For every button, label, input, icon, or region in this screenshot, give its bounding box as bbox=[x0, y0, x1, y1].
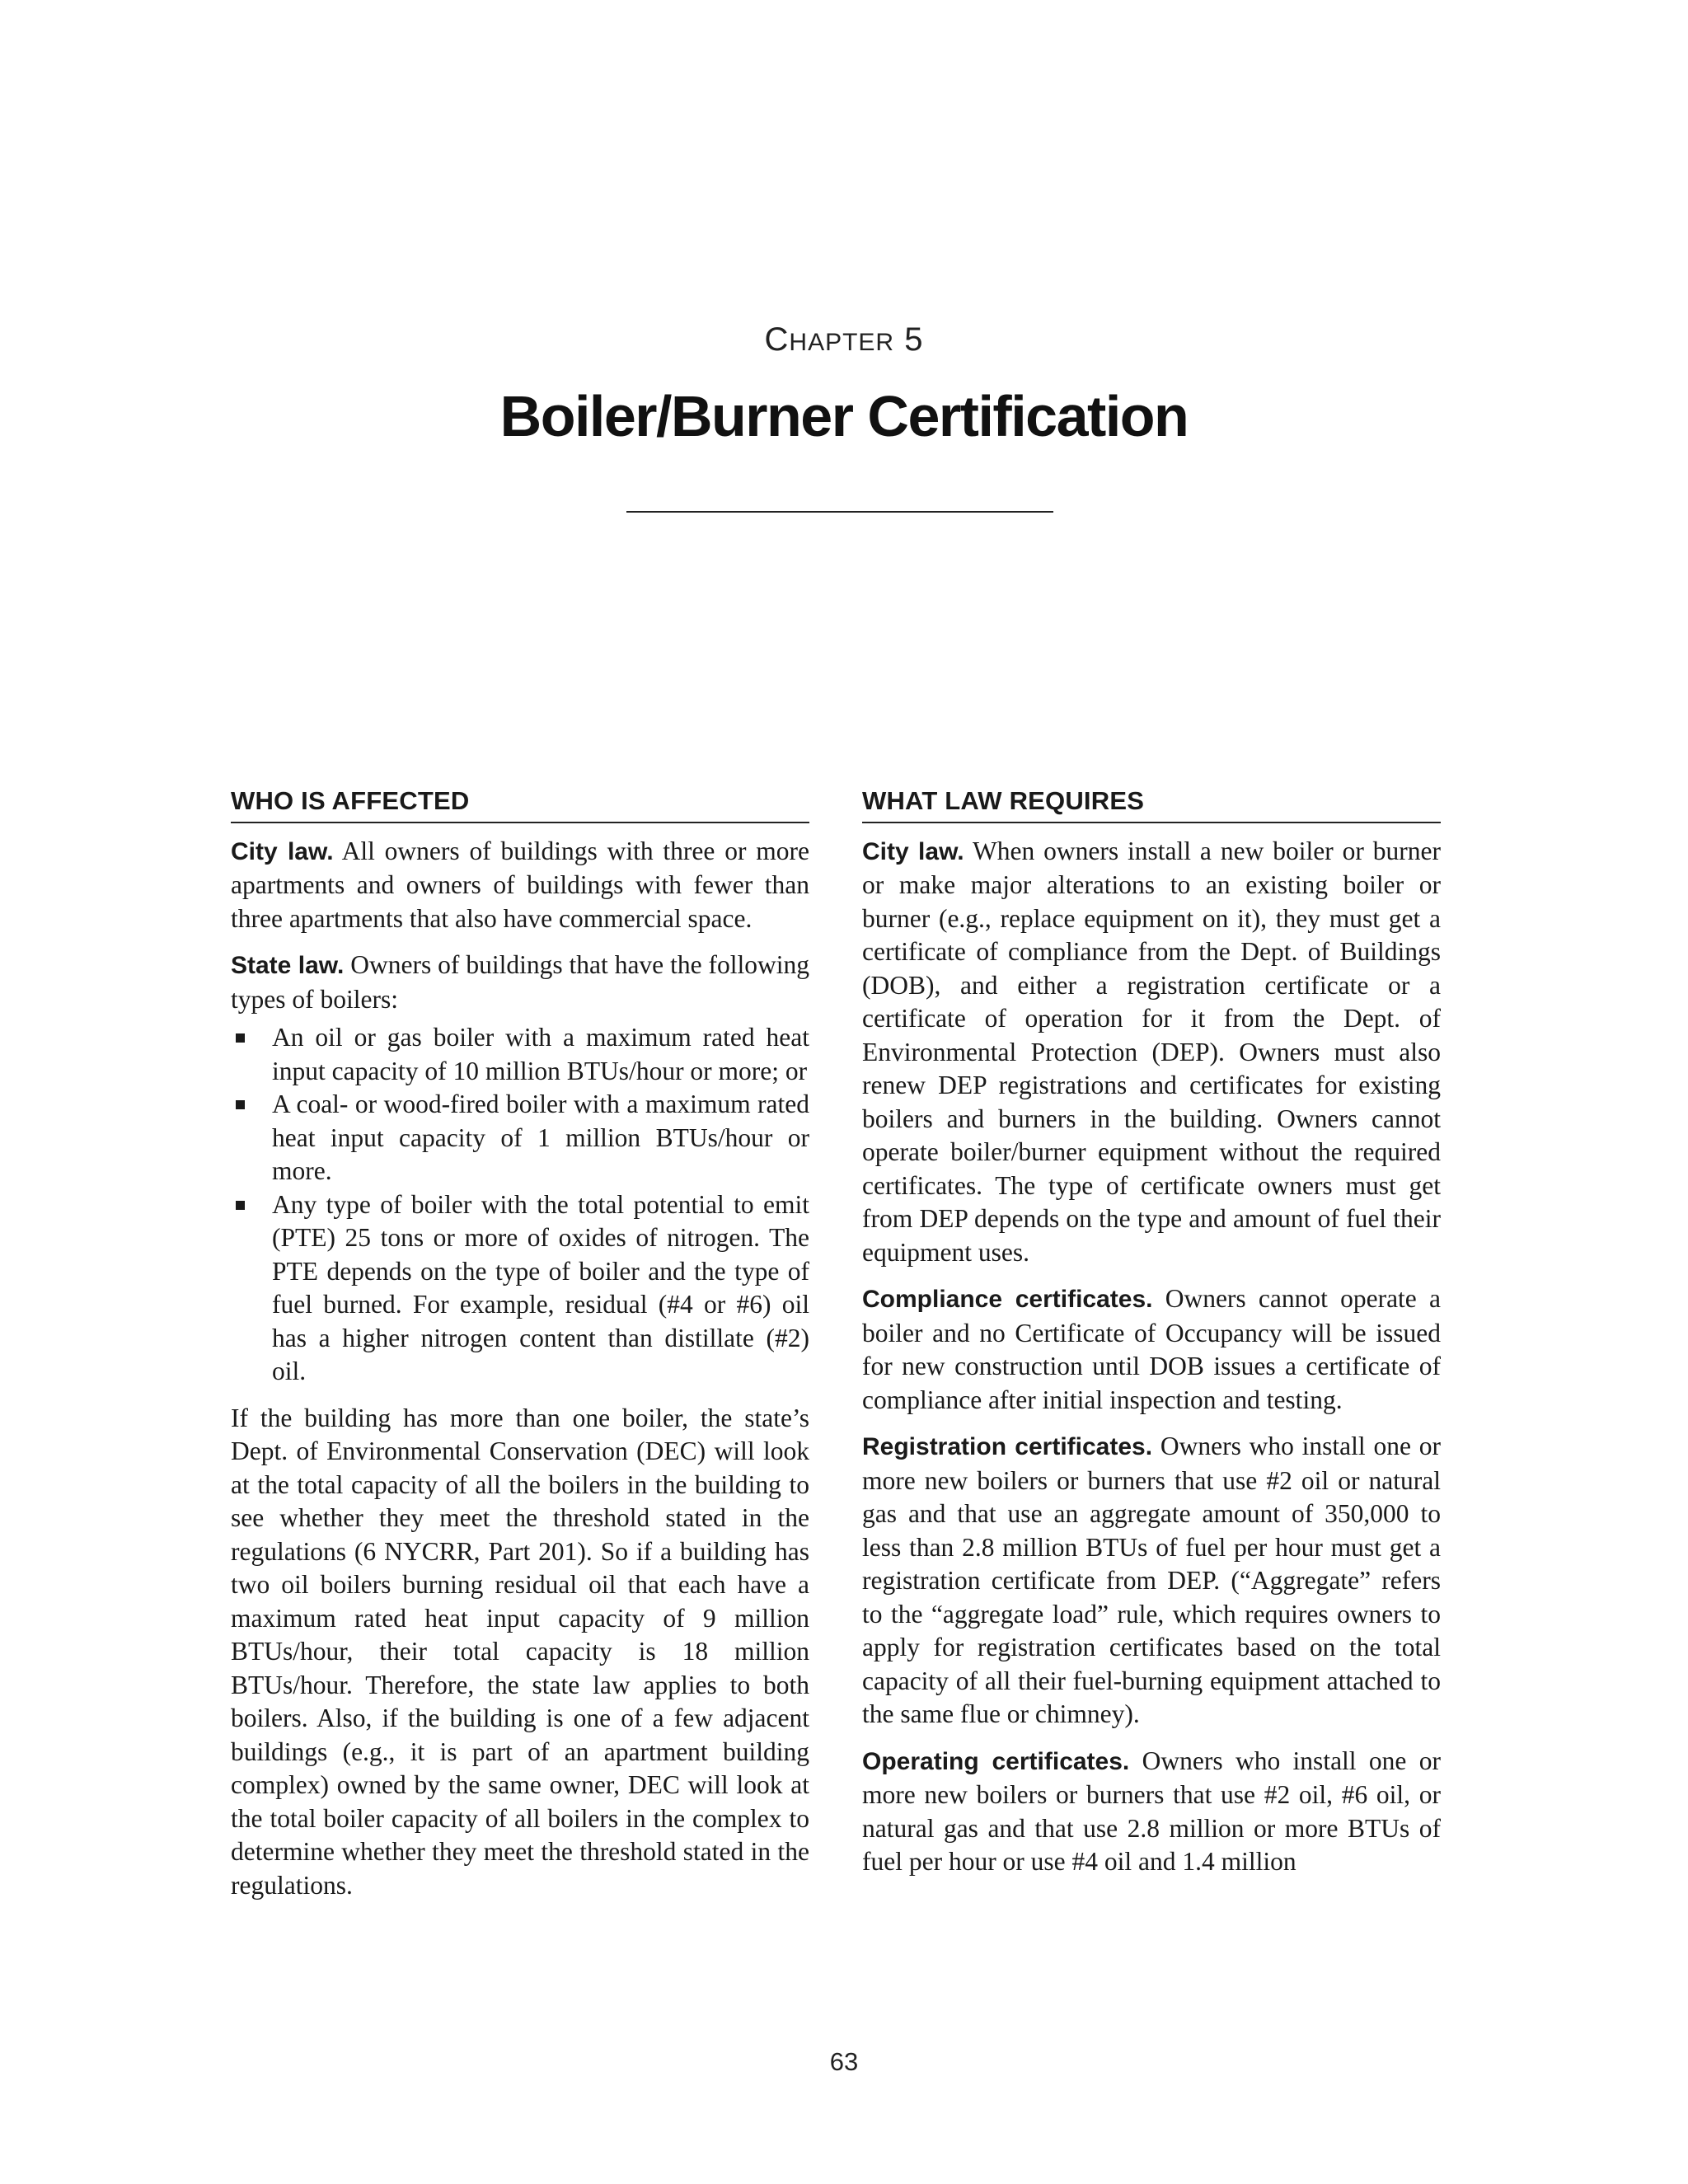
boiler-type-list bbox=[231, 1021, 809, 1389]
registration-certificates-text: Owners who install one or more new boilers or burners that use #2 oil or natural gas and that use an aggregate amount of 350,000 to less than 2.8 million BTUs of fuel per hour must get a registration certificate from DEP. (“Aggregate” refers to the “aggregate load” rule, which requires owners to apply for registration certificates based on the total capacity of all their fuel-burning equipment attached to the same flue or chimney). bbox=[862, 1432, 1441, 1728]
chapter-label-initial: C bbox=[764, 321, 790, 358]
list-item-text: An oil or gas boiler with a maximum rated heat input capacity of 10 million BTUs/hour or more; or bbox=[272, 1023, 809, 1085]
city-law-requirements-paragraph bbox=[862, 835, 1441, 1270]
bullet-square-icon bbox=[236, 1100, 245, 1109]
city-law-paragraph bbox=[231, 835, 809, 936]
section-heading-what-law-requires: WHAT LAW REQUIRES bbox=[862, 785, 1441, 823]
registration-certificates-lead: Registration certificates. bbox=[862, 1433, 1153, 1460]
city-law-text: All owners of buildings with three or more apartments and owners of buildings with fewer than three apartments that also have commercial space. bbox=[231, 836, 809, 933]
chapter-title: Boiler/Burner Certification bbox=[499, 384, 1189, 448]
list-item-text: A coal- or wood-fired boiler with a maximum rated heat input capacity of 1 million BTUs/hour or more. bbox=[272, 1090, 809, 1185]
section-heading-who-is-affected: WHO IS AFFECTED bbox=[231, 785, 809, 823]
state-law-lead: State law. bbox=[231, 952, 345, 979]
state-law-paragraph bbox=[231, 949, 809, 1016]
state-law-text: Owners of buildings that have the following types of boilers: bbox=[231, 950, 809, 1014]
compliance-certificates-text: Owners cannot operate a boiler and no Certificate of Occupancy will be issued for new construction until DOB issues a certificate of compliance after initial inspection and testing. bbox=[862, 1284, 1441, 1414]
compliance-certificates-lead: Compliance certificates. bbox=[862, 1286, 1153, 1313]
city-law-lead: City law. bbox=[231, 837, 334, 865]
bullet-square-icon bbox=[236, 1201, 245, 1210]
city-law-requirements-text: When owners install a new boiler or burner or make major alterations to an existing boiler or burner (e.g., replace equipment on it), they must get a certificate of compliance from the Dept. of Buildings (DOB), and either a registration certificate or a certificate of operation for it from the Dept. of Environmental Protection (DEP). Owners must also renew DEP registrations and certificates for existing boilers and burners in the building. Owners cannot operate boiler/burner equipment without the required certificates. The type of certificate owners must get from DEP depends on the type and amount of fuel their equipment uses. bbox=[862, 836, 1441, 1267]
title-rule bbox=[626, 511, 1053, 513]
multiple-boilers-paragraph: If the building has more than one boiler, the state’s Dept. of Environmental Conservation (DEC) will look at the total capacity of all the boilers in the building to see whether they meet the threshold stated in the regulations (6 NYCRR, Part 201). So if a building has two oil boilers burning residual oil that each have a maximum rated heat input capacity of 9 million BTUs/hour, their total capacity is 18 million BTUs/hour. Therefore, the state law applies to both boilers. Also, if the building is one of a few adjacent buildings (e.g., it is part of an apartment building complex) owned by the same owner, DEC will look at the total boiler capacity of all boilers in the complex to determine whether they meet the threshold stated in the regulations. bbox=[231, 1403, 809, 1900]
list-item bbox=[231, 1021, 809, 1088]
chapter-label bbox=[0, 321, 1688, 359]
list-item bbox=[231, 1088, 809, 1188]
city-law-requirements-lead: City law. bbox=[862, 837, 964, 865]
list-item-text: Any type of boiler with the total potential to emit (PTE) 25 tons or more of oxides of nitrogen. The PTE depends on the type of boiler and the type of fuel burned. For example, residual (#4 or #6) oil has a higher nitrogen content than distillate (#2) oil. bbox=[272, 1189, 809, 1385]
chapter-label-rest: HAPTER bbox=[789, 329, 895, 356]
operating-certificates-paragraph bbox=[862, 1745, 1441, 1879]
chapter-number: 5 bbox=[904, 321, 924, 358]
operating-certificates-text: Owners who install one or more new boilers or burners that use #2 oil, #6 oil, or natural gas and that use 2.8 million or more BTUs of fuel per hour or use #4 oil and 1.4 million bbox=[862, 1746, 1441, 1876]
bullet-square-icon bbox=[236, 1033, 245, 1043]
left-column bbox=[231, 785, 809, 1915]
right-column bbox=[862, 785, 1441, 1892]
compliance-certificates-paragraph bbox=[862, 1282, 1441, 1417]
registration-certificates-paragraph bbox=[862, 1430, 1441, 1732]
list-item bbox=[231, 1188, 809, 1389]
page-number: 63 bbox=[829, 2047, 859, 2076]
operating-certificates-lead: Operating certificates. bbox=[862, 1747, 1130, 1775]
